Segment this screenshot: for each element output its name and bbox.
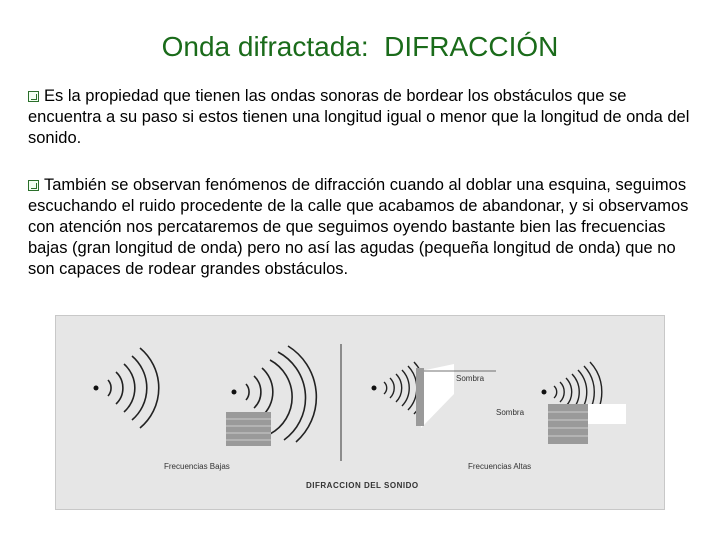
label-low-frequency: Frecuencias Bajas xyxy=(164,462,230,471)
paragraph-1 xyxy=(28,86,696,149)
label-shadow-2: Sombra xyxy=(496,408,525,417)
wave-panel-4 xyxy=(542,362,627,444)
diffraction-figure xyxy=(55,315,665,510)
page-title: Onda difractada: DIFRACCIÓN xyxy=(161,31,559,62)
label-high-frequency: Frecuencias Altas xyxy=(468,462,532,471)
paragraph-2-text: También se observan fenómenos de difracción cuando al doblar una esquina, seguimos escuchando el ruido procedente de la calle que acabamos de abandonar, y si observamos con atención nos percataremos de que seguimos oyendo bastante bien las frecuencias bajas (gran longitud de onda) pero no así las agudas (pequeña longitud de onda) que no son capaces de rodear grandes obstáculos. xyxy=(28,176,689,278)
checkbox-bullet-icon xyxy=(28,180,39,191)
wave-panel-3 xyxy=(372,362,497,428)
paragraph-1-text: Es la propiedad que tienen las ondas sonoras de bordear los obstáculos que se encuentra a su paso si estos tienen una longitud igual o menor que la longitud de onda del sonido. xyxy=(28,87,690,147)
wave-panel-2 xyxy=(226,346,316,446)
label-shadow-1: Sombra xyxy=(456,374,485,383)
figure-caption: DIFRACCION DEL SONIDO xyxy=(306,481,419,490)
wave-panel-1 xyxy=(94,348,159,428)
checkbox-bullet-icon xyxy=(28,91,39,102)
paragraph-2 xyxy=(28,175,696,280)
